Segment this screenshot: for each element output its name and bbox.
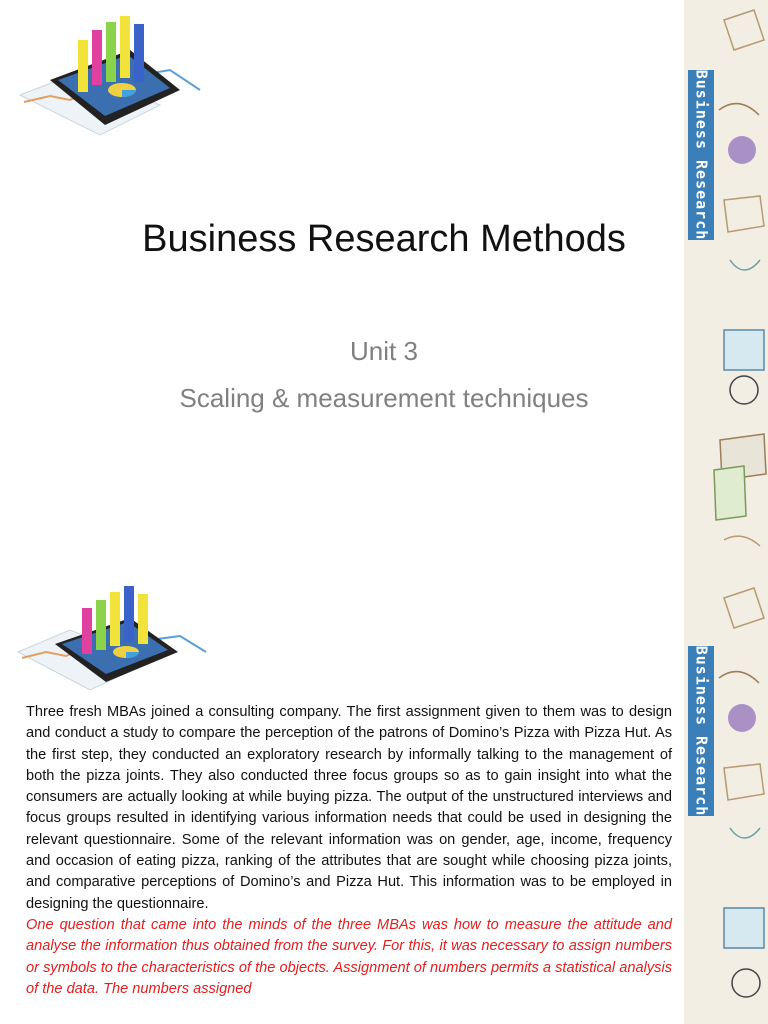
chart-tablet-illustration	[10, 582, 210, 692]
unit-label: Unit 3	[350, 336, 418, 366]
side-decoration	[684, 0, 768, 578]
side-decoration	[684, 578, 768, 1024]
page-title: Business Research Methods	[142, 218, 626, 260]
content-slide	[0, 578, 768, 1024]
side-label: Business Research	[692, 69, 710, 241]
intro-paragraph: Three fresh MBAs joined a consulting company. The first assignment given to them was to design and conduct a study to compare the perception of the patrons of Domino’s Pizza with Pizza Hut. As the first step, they conducted an exploratory research by informally talking to the management of both the pizza joints. They also conducted three focus groups so as to gain insight into what the consumers are actually looking at while buying pizza. The output of the unstructured interviews and focus groups resulted in identifying various information needs that could be used in designing the relevant questionnaire. Some of the relevant information was on gender, age, income, frequency and occasion of eating pizza, ranking of the attributes that are sought while choosing pizza joints, and comparative perceptions of Domino’s and Pizza Hut. This information was to be employed in designing the questionnaire.	[26, 704, 672, 912]
side-label-band	[688, 646, 714, 816]
chart-tablet-illustration	[10, 10, 210, 150]
subtitle: Scaling & measurement techniques	[179, 383, 589, 413]
side-label: Business Research	[692, 645, 710, 817]
case-study-text	[26, 702, 672, 1000]
highlighted-paragraph: One question that came into the minds of the three MBAs was how to measure the attitude and analyse the information thus obtained from the survey. For this, it was necessary to assign numbers or symbols to the characteristics of the objects. Assignment of numbers permits a statistical analysis of the data. The numbers assigned	[26, 916, 672, 997]
side-label-band	[688, 70, 714, 240]
